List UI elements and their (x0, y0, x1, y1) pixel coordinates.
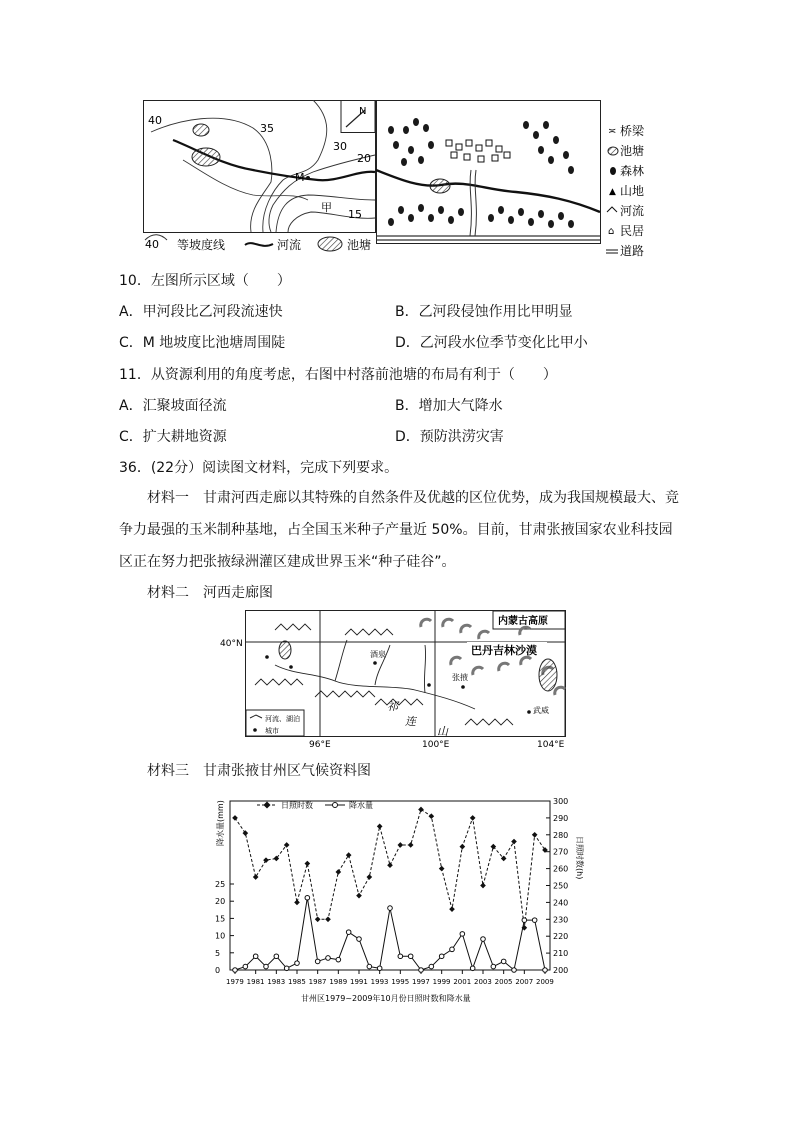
lon-label: 100°E (422, 740, 450, 750)
pond-icon (608, 147, 618, 155)
precip-point (419, 968, 424, 973)
x-tick-label: 1987 (308, 978, 327, 986)
region-label: 巴丹吉林沙漠 (471, 644, 537, 657)
precip-point (274, 954, 279, 959)
y2-tick-label: 280 (553, 830, 569, 840)
precip-point (336, 957, 341, 962)
sunshine-point (232, 815, 238, 821)
precip-point (398, 954, 403, 959)
x-tick-label: 1995 (391, 978, 410, 986)
city-label: 张掖 (452, 673, 468, 682)
chart-frame (230, 801, 550, 970)
y-tick-label: 20 (215, 897, 226, 907)
contour-label: 15 (348, 208, 362, 221)
precip-point (284, 966, 289, 971)
y2-tick-label: 240 (553, 898, 569, 908)
precip-point (512, 968, 517, 973)
sunshine-point (418, 807, 424, 813)
q10-option-d[interactable]: D．乙河段水位季节变化比甲小 (395, 335, 588, 351)
sunshine-point (243, 830, 249, 836)
legend-contour-label: 等坡度线 (177, 238, 226, 252)
village-map (376, 100, 656, 260)
mountain-label: 祁 (387, 700, 398, 713)
legend-precip-label: 降水量 (349, 801, 373, 810)
y2-tick-label: 200 (553, 966, 569, 975)
legend-bridge-label: 桥梁 (620, 124, 645, 138)
x-tick-label: 2007 (515, 978, 534, 986)
x-tick-label: 1983 (267, 978, 286, 986)
precip-point (543, 968, 548, 973)
sunshine-point (315, 916, 321, 922)
x-tick-label: 2003 (474, 978, 492, 986)
precip-point (295, 961, 300, 966)
precip-point (346, 930, 351, 935)
forest-icon (610, 167, 616, 175)
precip-point (326, 956, 331, 961)
sunshine-point (532, 832, 538, 838)
house-icon: ⌂ (608, 226, 615, 237)
q10-stem: 10．左图所示区域（ ） (119, 273, 291, 289)
q11-stem: 11．从资源利用的角度考虑，右图中村落前池塘的布局有利于（ ） (119, 367, 557, 383)
sunshine-point (470, 815, 476, 821)
pond-shape (430, 179, 450, 193)
legend-city-label: 城市 (265, 727, 279, 735)
y2-tick-label: 210 (553, 949, 569, 959)
sunshine-point (305, 861, 311, 867)
sunshine-point (398, 842, 404, 848)
x-tick-label: 1999 (432, 978, 451, 986)
sunshine-point (511, 839, 517, 845)
river-icon (607, 207, 617, 212)
legend-river-lake-label: 河流、湖泊 (265, 715, 300, 723)
sunshine-point (284, 842, 290, 848)
sunshine-point (449, 906, 455, 912)
legend-sunshine-label: 日照时数 (281, 801, 313, 810)
x-tick-label: 1981 (246, 978, 265, 986)
precip-point (491, 964, 496, 969)
sunshine-point (460, 844, 466, 850)
x-tick-label: 1993 (370, 978, 389, 986)
mountain-label: 连 (405, 715, 416, 728)
precip-point (233, 968, 238, 973)
precip-point (450, 947, 455, 952)
q10-option-b[interactable]: B．乙河段侵蚀作用比甲明显 (395, 304, 573, 320)
q11-option-d[interactable]: D．预防洪涝灾害 (395, 429, 504, 445)
precip-point (501, 959, 506, 964)
precip-point (532, 918, 537, 923)
y-tick-label: 10 (215, 931, 226, 941)
sunshine-point (346, 852, 352, 858)
region-label: 内蒙古高原 (498, 616, 548, 627)
precip-point (439, 954, 444, 959)
q11-option-c[interactable]: C．扩大耕地资源 (119, 429, 227, 445)
q10-option-c[interactable]: C．M 地坡度比池塘周围陡 (119, 335, 286, 351)
y-axis-label: 降水量(mm) (216, 800, 225, 846)
sunshine-point (408, 842, 414, 848)
precip-point (481, 937, 486, 942)
sunshine-point (429, 813, 435, 819)
sunshine-point (294, 900, 300, 906)
city-label: 酒泉 (370, 650, 386, 659)
precip-point (388, 906, 393, 911)
x-tick-label: 1997 (412, 978, 430, 986)
y2-tick-label: 230 (553, 915, 569, 925)
pond-shape (193, 124, 209, 136)
x-tick-label: 2001 (453, 978, 472, 986)
precip-point (367, 964, 372, 969)
material-1-text: 材料一 甘肃河西走廊以其特殊的自然条件及优越的区位优势，成为我国规模最大、竞争力最强的玉米制种基地，占全国玉米种子产量近 50%。目前，甘肃张掖国家农业科技园区正在努力把张掖绿洲灌区建成世界玉米“种子硅谷”。 (119, 490, 679, 570)
y-tick-label: 5 (215, 948, 221, 958)
x-tick-label: 1989 (329, 978, 348, 986)
bridge-icon: ≍ (608, 126, 617, 137)
q10-option-a[interactable]: A．甲河段比乙河段流速快 (119, 304, 283, 320)
contour-label: 40 (145, 238, 159, 251)
precip-point (315, 959, 320, 964)
y-tick-label: 0 (215, 966, 221, 975)
legend-river-label: 河流 (277, 238, 302, 252)
y2-tick-label: 300 (553, 797, 569, 806)
city-label: 武威 (533, 706, 549, 715)
legend-forest-label: 森林 (620, 164, 645, 178)
material-3-title: 材料三 甘肃张掖甘州区气候资料图 (147, 763, 371, 779)
precip-point (357, 937, 362, 942)
y2-tick-label: 250 (553, 881, 569, 891)
precip-point (470, 966, 475, 971)
legend-road-label: 道路 (620, 244, 645, 258)
x-tick-label: 1979 (226, 978, 244, 986)
mountain-icon: ▲ (609, 187, 616, 197)
sunshine-point (336, 869, 342, 875)
chart-title: 甘州区1979~2009年10月份日照时数和降水量 (301, 994, 471, 1003)
x-tick-label: 2005 (494, 978, 513, 986)
q11-option-b[interactable]: B．增加大气降水 (395, 398, 503, 414)
north-label: N (359, 106, 367, 117)
mountain-label: 山 (437, 725, 448, 738)
lon-label: 104°E (537, 740, 565, 750)
sunshine-point (356, 893, 362, 899)
q36-stem: 36．(22分）阅读图文材料，完成下列要求。 (119, 460, 399, 476)
lon-label: 96°E (309, 740, 331, 750)
precip-point (264, 964, 269, 969)
sunshine-point (377, 824, 383, 830)
legend-house-label: 民居 (620, 224, 645, 238)
y2-axis-label: 日照时数(h) (575, 836, 584, 880)
contour-label: 40 (148, 114, 162, 127)
material-2-title: 材料二 河西走廊图 (147, 585, 273, 601)
y2-tick-label: 270 (553, 847, 569, 857)
x-tick-label: 1991 (350, 978, 368, 986)
lat-label: 40°N (220, 639, 243, 649)
precip-point (305, 895, 310, 900)
legend-pond-label: 池塘 (347, 238, 372, 252)
y-tick-label: 25 (215, 880, 226, 889)
legend-mountain-label: 山地 (620, 184, 645, 198)
reach-jia-label: 甲 (321, 201, 332, 214)
climate-chart (205, 793, 585, 1008)
contour-slope-map (143, 100, 376, 255)
x-tick-label: 2009 (536, 978, 554, 986)
sunshine-point (439, 866, 445, 872)
contour-label: 30 (333, 140, 347, 153)
y2-tick-label: 290 (553, 813, 569, 823)
sunshine-point (263, 857, 269, 863)
contour-label: 35 (260, 122, 274, 135)
legend-pond-label: 池塘 (620, 144, 645, 158)
precip-point (253, 954, 258, 959)
contour-label: 20 (357, 152, 371, 165)
sunshine-point (387, 862, 393, 868)
pond-shape (192, 148, 220, 166)
sunshine-point (480, 883, 486, 889)
precip-point (429, 964, 434, 969)
sunshine-point (253, 874, 259, 880)
precip-point (377, 966, 382, 971)
x-tick-label: 1985 (288, 978, 306, 986)
y2-tick-label: 260 (553, 864, 569, 874)
precip-point (408, 954, 413, 959)
point-m-label: M (295, 171, 305, 184)
legend-river-label: 河流 (620, 204, 645, 218)
precip-point (522, 918, 527, 923)
sunshine-point (325, 916, 331, 922)
sunshine-point (367, 874, 373, 880)
precip-point (460, 932, 465, 937)
hexi-corridor-map (215, 605, 575, 750)
precip-point (243, 964, 248, 969)
y2-tick-label: 220 (553, 932, 569, 942)
y-tick-label: 15 (215, 914, 226, 924)
q11-option-a[interactable]: A．汇聚坡面径流 (119, 398, 227, 414)
